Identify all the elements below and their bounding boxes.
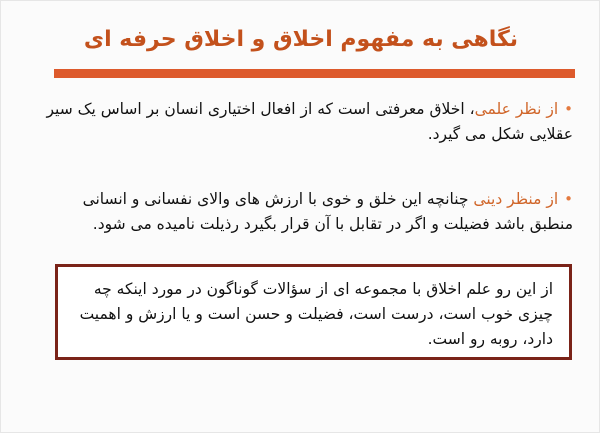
bullet-term: از نظر علمی — [474, 100, 559, 118]
slide-title: نگاهی به مفهوم اخلاق و اخلاق حرفه ای — [83, 27, 519, 52]
conclusion-box: از این رو علم اخلاق با مجموعه ای از سؤالات گوناگون در مورد اینکه چه چیزی خوب است، درست است، فضیلت و حسن است و یا ارزش و اهمیت دارد، روبه رو است. — [55, 264, 572, 360]
bullet-religious-view — [41, 187, 573, 237]
title-underline-bar — [54, 69, 575, 78]
bullet-scientific-view — [41, 97, 573, 147]
bullet-text: ، اخلاق معرفتی است که از افعال اختیاری انسان بر اساس یک سیر عقلایی شکل می گیرد. — [46, 100, 573, 143]
bullet-term: از منظر دینی — [473, 190, 559, 208]
bullet-text: چنانچه این خلق و خوی با ارزش های والای نفسانی و انسانی منطبق باشد فضیلت و اگر در تقابل با آن قرار بگیرد رذیلت نامیده می شود. — [82, 190, 573, 233]
bullet-dot-icon: • — [564, 100, 573, 118]
bullet-dot-icon: • — [564, 190, 573, 208]
